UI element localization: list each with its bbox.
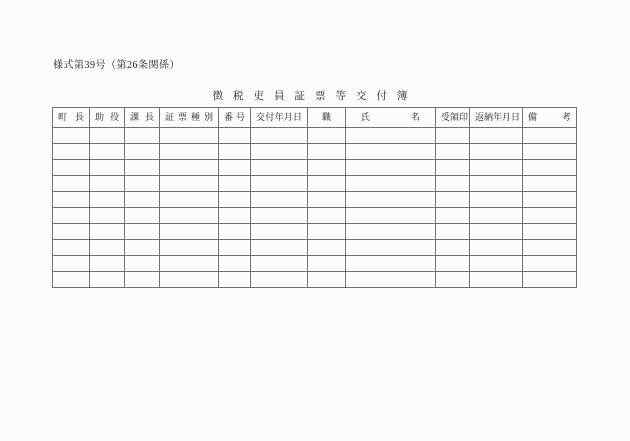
- empty-cell-name: [346, 256, 436, 272]
- empty-cell-deputy-mayor: [90, 160, 125, 176]
- empty-cell-position: [308, 272, 346, 288]
- empty-cell-return-date: [470, 208, 523, 224]
- empty-cell-mayor: [53, 240, 90, 256]
- empty-cell-return-date: [470, 256, 523, 272]
- register-table-header: [53, 108, 577, 128]
- empty-cell-position: [308, 176, 346, 192]
- empty-cell-name: [346, 144, 436, 160]
- empty-cell-remarks: [523, 240, 577, 256]
- empty-cell-certificate-type: [160, 160, 219, 176]
- table-row: [53, 144, 577, 160]
- empty-cell-issue-date: [251, 240, 308, 256]
- empty-cell-section-chief: [125, 160, 160, 176]
- col-header-certificate-type: 証票種別: [160, 108, 219, 128]
- empty-cell-receipt-seal: [436, 224, 470, 240]
- empty-cell-position: [308, 128, 346, 144]
- empty-cell-section-chief: [125, 272, 160, 288]
- table-row: [53, 224, 577, 240]
- empty-cell-deputy-mayor: [90, 256, 125, 272]
- col-header-section-chief: 課長: [125, 108, 160, 128]
- issuance-register-table: [52, 107, 577, 288]
- empty-cell-receipt-seal: [436, 128, 470, 144]
- empty-cell-receipt-seal: [436, 192, 470, 208]
- empty-cell-receipt-seal: [436, 240, 470, 256]
- empty-cell-section-chief: [125, 128, 160, 144]
- header-row: [53, 108, 577, 128]
- empty-cell-mayor: [53, 208, 90, 224]
- empty-cell-certificate-type: [160, 144, 219, 160]
- empty-cell-position: [308, 224, 346, 240]
- empty-cell-return-date: [470, 128, 523, 144]
- empty-cell-certificate-type: [160, 240, 219, 256]
- empty-cell-certificate-type: [160, 272, 219, 288]
- empty-cell-certificate-type: [160, 256, 219, 272]
- empty-cell-deputy-mayor: [90, 208, 125, 224]
- empty-cell-issue-date: [251, 208, 308, 224]
- empty-cell-mayor: [53, 224, 90, 240]
- empty-cell-mayor: [53, 176, 90, 192]
- empty-cell-remarks: [523, 224, 577, 240]
- empty-cell-certificate-type: [160, 176, 219, 192]
- table-row: [53, 160, 577, 176]
- empty-cell-name: [346, 208, 436, 224]
- col-header-position: 職: [308, 108, 346, 128]
- empty-cell-section-chief: [125, 144, 160, 160]
- empty-cell-number: [219, 272, 251, 288]
- empty-cell-name: [346, 224, 436, 240]
- empty-cell-number: [219, 160, 251, 176]
- empty-cell-position: [308, 208, 346, 224]
- col-header-issue-date: 交付年月日: [251, 108, 308, 128]
- empty-cell-number: [219, 208, 251, 224]
- empty-cell-deputy-mayor: [90, 240, 125, 256]
- empty-cell-return-date: [470, 240, 523, 256]
- empty-cell-receipt-seal: [436, 144, 470, 160]
- empty-cell-number: [219, 128, 251, 144]
- empty-cell-mayor: [53, 144, 90, 160]
- empty-cell-number: [219, 240, 251, 256]
- empty-cell-number: [219, 224, 251, 240]
- empty-cell-mayor: [53, 192, 90, 208]
- empty-cell-section-chief: [125, 240, 160, 256]
- empty-cell-deputy-mayor: [90, 144, 125, 160]
- empty-cell-remarks: [523, 144, 577, 160]
- empty-cell-mayor: [53, 160, 90, 176]
- empty-cell-remarks: [523, 176, 577, 192]
- form-number: 様式第39号（第26条関係）: [53, 60, 180, 71]
- empty-cell-name: [346, 192, 436, 208]
- col-header-number: 番号: [219, 108, 251, 128]
- empty-cell-issue-date: [251, 224, 308, 240]
- empty-cell-return-date: [470, 160, 523, 176]
- register-table-body: [53, 128, 577, 288]
- empty-cell-issue-date: [251, 160, 308, 176]
- empty-cell-name: [346, 128, 436, 144]
- empty-cell-mayor: [53, 256, 90, 272]
- empty-cell-name: [346, 240, 436, 256]
- empty-cell-return-date: [470, 144, 523, 160]
- empty-cell-mayor: [53, 272, 90, 288]
- empty-cell-deputy-mayor: [90, 224, 125, 240]
- empty-cell-certificate-type: [160, 224, 219, 240]
- empty-cell-mayor: [53, 128, 90, 144]
- empty-cell-deputy-mayor: [90, 128, 125, 144]
- col-header-receipt-seal: 受領印: [436, 108, 470, 128]
- empty-cell-return-date: [470, 272, 523, 288]
- title-row: [0, 86, 630, 104]
- empty-cell-issue-date: [251, 128, 308, 144]
- empty-cell-position: [308, 256, 346, 272]
- empty-cell-remarks: [523, 272, 577, 288]
- empty-cell-receipt-seal: [436, 208, 470, 224]
- empty-cell-deputy-mayor: [90, 272, 125, 288]
- empty-cell-receipt-seal: [436, 176, 470, 192]
- empty-cell-name: [346, 272, 436, 288]
- table-row: [53, 256, 577, 272]
- empty-cell-deputy-mayor: [90, 176, 125, 192]
- empty-cell-name: [346, 160, 436, 176]
- empty-cell-remarks: [523, 160, 577, 176]
- page-title: 徴税吏員証票等交付簿: [212, 91, 418, 102]
- col-header-mayor: 町長: [53, 108, 90, 128]
- empty-cell-number: [219, 256, 251, 272]
- empty-cell-section-chief: [125, 256, 160, 272]
- empty-cell-number: [219, 144, 251, 160]
- table-row: [53, 192, 577, 208]
- col-header-name: 氏名: [346, 108, 436, 128]
- empty-cell-receipt-seal: [436, 160, 470, 176]
- table-row: [53, 176, 577, 192]
- empty-cell-number: [219, 192, 251, 208]
- empty-cell-certificate-type: [160, 208, 219, 224]
- empty-cell-position: [308, 144, 346, 160]
- empty-cell-receipt-seal: [436, 256, 470, 272]
- empty-cell-section-chief: [125, 176, 160, 192]
- empty-cell-certificate-type: [160, 128, 219, 144]
- empty-cell-issue-date: [251, 176, 308, 192]
- empty-cell-issue-date: [251, 256, 308, 272]
- empty-cell-deputy-mayor: [90, 192, 125, 208]
- empty-cell-issue-date: [251, 192, 308, 208]
- empty-cell-remarks: [523, 192, 577, 208]
- empty-cell-position: [308, 160, 346, 176]
- empty-cell-number: [219, 176, 251, 192]
- table-row: [53, 240, 577, 256]
- empty-cell-section-chief: [125, 224, 160, 240]
- empty-cell-issue-date: [251, 144, 308, 160]
- empty-cell-remarks: [523, 208, 577, 224]
- col-header-deputy-mayor: 助役: [90, 108, 125, 128]
- table-row: [53, 208, 577, 224]
- empty-cell-receipt-seal: [436, 272, 470, 288]
- empty-cell-remarks: [523, 256, 577, 272]
- col-header-return-date: 返納年月日: [470, 108, 523, 128]
- table-row: [53, 128, 577, 144]
- empty-cell-return-date: [470, 176, 523, 192]
- empty-cell-name: [346, 176, 436, 192]
- empty-cell-issue-date: [251, 272, 308, 288]
- empty-cell-section-chief: [125, 192, 160, 208]
- empty-cell-section-chief: [125, 208, 160, 224]
- empty-cell-remarks: [523, 128, 577, 144]
- table-row: [53, 272, 577, 288]
- col-header-remarks: 備考: [523, 108, 577, 128]
- empty-cell-certificate-type: [160, 192, 219, 208]
- empty-cell-return-date: [470, 192, 523, 208]
- empty-cell-return-date: [470, 224, 523, 240]
- empty-cell-position: [308, 240, 346, 256]
- empty-cell-position: [308, 192, 346, 208]
